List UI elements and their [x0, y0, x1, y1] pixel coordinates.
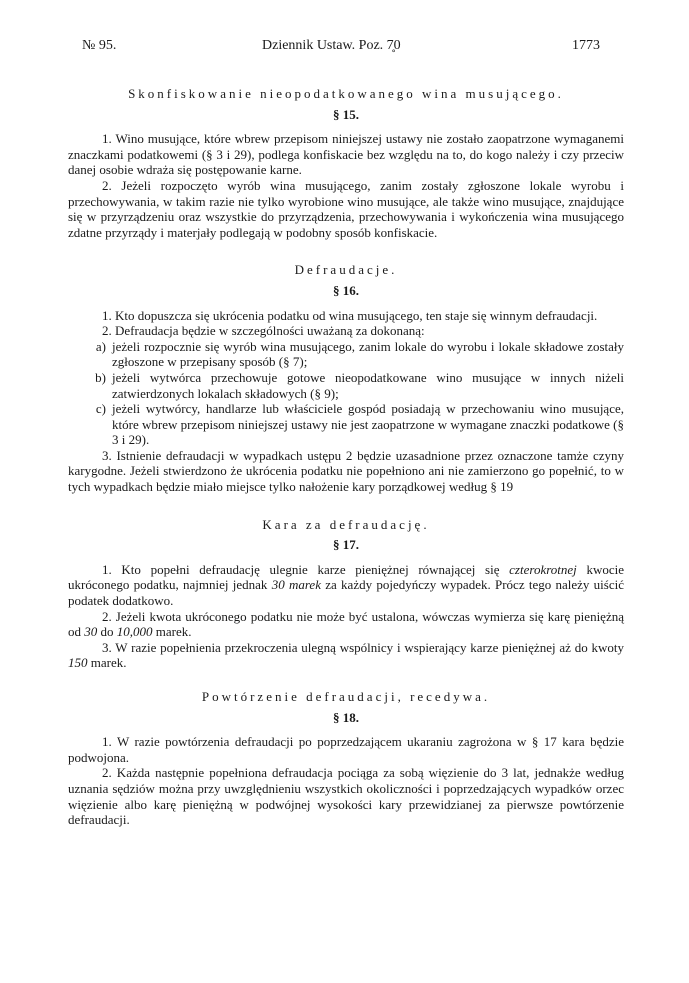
paragraph-text: 2. Defraudacja będzie w szczególności uważaną za dokonaną: — [102, 323, 425, 339]
journal-title: Dziennik Ustaw. Poz. 7̥0 — [262, 38, 401, 53]
paragraph-number: § 15. — [333, 106, 359, 122]
paragraph-text: 3. W razie popełnienia przekroczenia ulegną wspólnicy i wspierający karze pieniężnej aż do kwoty 150 marek. — [68, 639, 624, 671]
page-number: 1773 — [572, 38, 600, 53]
section-16 — [68, 262, 624, 494]
paragraph-text: 2. Każda następnie popełniona defraudacja pociąga za sobą więzienie do 3 lat, jednakże według uznania sędziów można przy uwzględnieniu wszystkich okoliczności i poprzedzających wypadków orzec więzienie albo karę pieniężną w podwójnej wysokości kary przewidzianej za pierwsze powtórzenie defraudacji. — [68, 765, 624, 828]
list-item — [68, 401, 624, 448]
section-18 — [68, 689, 624, 828]
paragraph-text: 2. Jeżeli kwota ukróconego podatku nie może być ustalona, wówczas wymierza się karę pieniężną od 30 do 10,000 marek. — [68, 608, 624, 640]
paragraph-text: 1. Wino musujące, które wbrew przepisom niniejszej ustawy nie zostało zaopatrzone wymaganemi znaczkami podatkowemi (§ 3 i 29), podlega konfiskacie bez względu na to, do kogo należy i czy przeciw danej osobie wdraża się postępowanie karne. — [68, 131, 624, 178]
document-body — [68, 86, 624, 828]
paragraph-number: § 18. — [333, 709, 359, 725]
section-17 — [68, 517, 624, 671]
list-marker: a) — [95, 338, 106, 354]
issue-number: № 95. — [82, 38, 117, 53]
list-marker: b) — [95, 369, 106, 385]
list-marker: c) — [95, 401, 106, 417]
paragraph-text: 1. Kto popełni defraudację ulegnie karze pieniężnej równającej się czterokrotnej kwocie ukróconego podatku, najmniej jednak 30 marek za każdy pojedyńczy wypadek. Prócz tego należy uiścić podatek dodatkowo. — [68, 561, 625, 609]
section-heading: Powtórzenie defraudacji, recedywa. — [201, 689, 491, 704]
list-item-text: jeżeli wytwórcy, handlarze lub właściciele gospód posiadają w przechowaniu wino musujące, które wbrew przepisom niniejszej ustawy nie jest zaopatrzone w wymagane znaczki podatkowe (§ 3 i 29). — [112, 401, 624, 448]
section-15 — [68, 86, 624, 240]
list-item-text: jeżeli rozpocznie się wyrób wina musującego, zanim lokale do wyrobu i lokale składowe zostały zgłoszone w przepisany sposób (§ 7); — [112, 338, 624, 370]
section-heading: Skonfiskowanie nieopodatkowanego wina musującego. — [128, 86, 564, 101]
paragraph-text: 3. Istnienie defraudacji w wypadkach ustępu 2 będzie uzasadnione przez oznaczone tamże czyny karygodne. Jeżeli stwierdzono że ukrócenia podatku nie popełniono ani nie zamierzono go popełnić, to w tych wypadkach będzie miało miejsce tylko nałożenie kary porządkowej według § 19 — [68, 447, 624, 495]
section-heading: Kara za defraudację. — [262, 516, 430, 532]
list-item — [68, 339, 624, 370]
paragraph-text: 1. Kto dopuszcza się ukrócenia podatku od wina musującego, ten staje się winnym defraudacji. — [102, 307, 598, 323]
section-heading: Defraudacje. — [294, 262, 398, 278]
paragraph-text: 1. W razie powtórzenia defraudacji po poprzedzającem ukaraniu zagrożona w § 17 kara będzie podwojona. — [68, 734, 624, 765]
list-item — [68, 370, 624, 401]
paragraph-number: § 17. — [333, 537, 359, 553]
page-header — [0, 38, 689, 56]
list-item-text: jeżeli wytwórca przechowuje gotowe nieopodatkowane wino musujące w innych niżeli zatwierdzonych lokalach składowych (§ 9); — [112, 369, 624, 401]
paragraph-number: § 16. — [333, 282, 359, 298]
paragraph-text: 2. Jeżeli rozpoczęto wyrób wina musującego, zanim zostały zgłoszone lokale wyrobu i przechowywania, w takim razie nie tylko wyrobione wino musujące, ale także wino musujące, znajdujące się w przyrządzeniu oraz wszystkie do przyrządzenia, przechowywania i wykończenia wina musującego zdatne przyrządy i materjały podlegają w podobny sposób konfiskacie. — [68, 177, 624, 240]
